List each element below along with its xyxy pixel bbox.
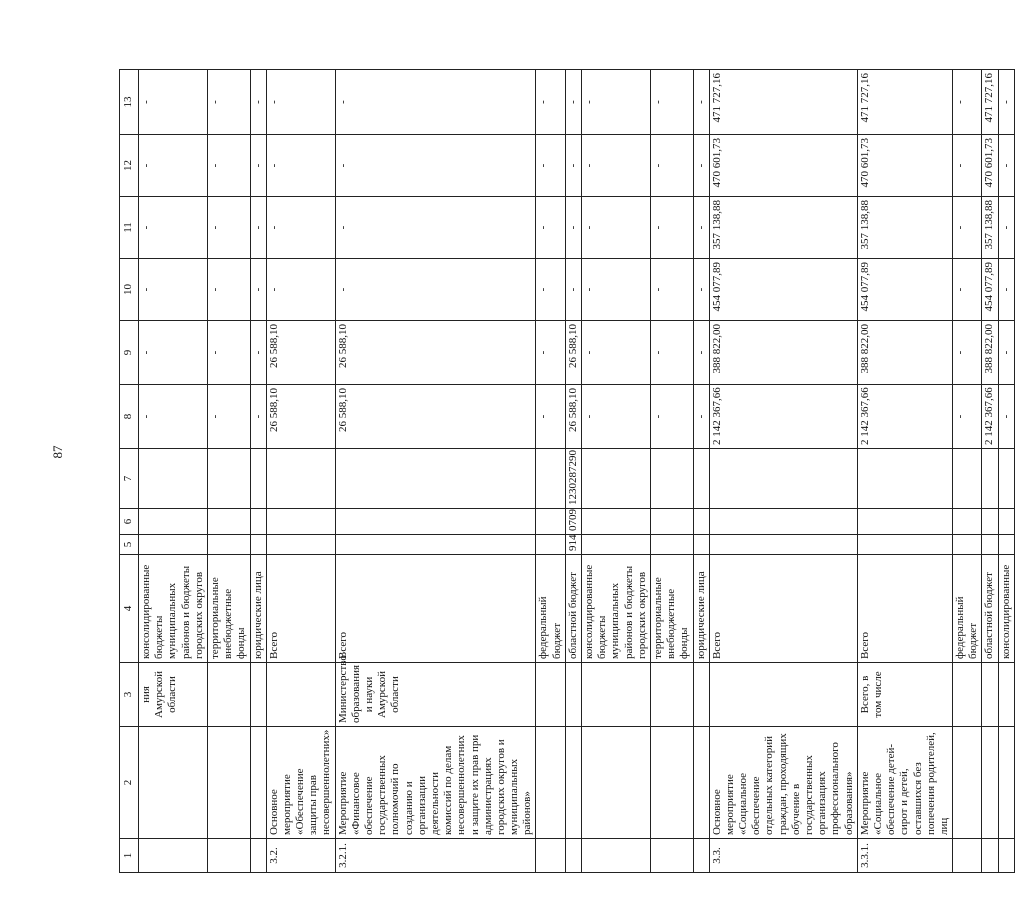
table-cell-c9: - bbox=[250, 321, 266, 385]
table-cell-c10: 454 077,89 bbox=[709, 259, 857, 321]
table-cell-c2: Основное мероприятие «Социальное обеспечение отдельных категорий граждан, проходящих обучение в государственных организациях профессионального образования» bbox=[709, 727, 857, 839]
table-cell-c3 bbox=[650, 663, 693, 727]
table-row bbox=[693, 70, 709, 873]
table-cell-c13: - bbox=[139, 70, 208, 135]
table-cell-c12: - bbox=[650, 135, 693, 197]
table-cell-c11: - bbox=[250, 197, 266, 259]
table-cell-c9: 26 588,10 bbox=[266, 321, 335, 385]
table-cell-c11: - bbox=[207, 197, 250, 259]
table-cell-c13: - bbox=[650, 70, 693, 135]
budget-table bbox=[119, 69, 1015, 873]
table-cell-c12: - bbox=[953, 135, 982, 197]
table-cell-c6 bbox=[250, 509, 266, 535]
table-cell-c2 bbox=[953, 727, 982, 839]
table-cell-c8: - bbox=[998, 385, 1014, 449]
table-cell-c5 bbox=[998, 535, 1014, 555]
table-cell-c7 bbox=[953, 449, 982, 509]
table-cell-c3 bbox=[953, 663, 982, 727]
table-cell-c1 bbox=[693, 839, 709, 873]
table-cell-c9: - bbox=[582, 321, 651, 385]
table-cell-c7 bbox=[857, 449, 952, 509]
table-cell-c12: - bbox=[139, 135, 208, 197]
table-cell-c5 bbox=[650, 535, 693, 555]
table-cell-c7 bbox=[266, 449, 335, 509]
table-cell-c5 bbox=[250, 535, 266, 555]
table-cell-c12: - bbox=[998, 135, 1014, 197]
table-cell-c2 bbox=[139, 727, 208, 839]
table-cell-c6 bbox=[693, 509, 709, 535]
table-row bbox=[582, 70, 651, 873]
table-cell-c5: 914 bbox=[565, 535, 581, 555]
table-cell-c8: 26 588,10 bbox=[266, 385, 335, 449]
table-cell-c6 bbox=[982, 509, 998, 535]
table-cell-c11: - bbox=[335, 197, 536, 259]
table-cell-c6 bbox=[335, 509, 536, 535]
table-row bbox=[982, 70, 998, 873]
table-cell-c12: - bbox=[250, 135, 266, 197]
table-cell-c11: - bbox=[139, 197, 208, 259]
table-cell-c5 bbox=[582, 535, 651, 555]
column-header: 12 bbox=[120, 135, 139, 197]
table-cell-c7 bbox=[582, 449, 651, 509]
table-cell-c9: 388 822,00 bbox=[857, 321, 952, 385]
table-cell-c13: 471 727,16 bbox=[857, 70, 952, 135]
table-cell-c13: - bbox=[250, 70, 266, 135]
table-cell-c12: - bbox=[582, 135, 651, 197]
page-number: 87 bbox=[50, 445, 65, 459]
table-cell-c2 bbox=[207, 727, 250, 839]
table-row bbox=[709, 70, 857, 873]
table-cell-c7 bbox=[982, 449, 998, 509]
column-header: 8 bbox=[120, 385, 139, 449]
column-header: 9 bbox=[120, 321, 139, 385]
table-cell-c13: - bbox=[207, 70, 250, 135]
table-cell-c3 bbox=[582, 663, 651, 727]
table-cell-c6: 0709 bbox=[565, 509, 581, 535]
table-cell-c4: областной бюджет bbox=[982, 555, 998, 663]
table-cell-c5 bbox=[266, 535, 335, 555]
table-row bbox=[139, 70, 208, 873]
table-cell-c13: - bbox=[335, 70, 536, 135]
table-cell-c7 bbox=[335, 449, 536, 509]
header-row bbox=[120, 70, 139, 873]
table-cell-c10: 454 077,89 bbox=[857, 259, 952, 321]
table-cell-c10: - bbox=[953, 259, 982, 321]
table-cell-c1: 3.2. bbox=[266, 839, 335, 873]
table-cell-c7 bbox=[650, 449, 693, 509]
table-cell-c13: - bbox=[582, 70, 651, 135]
table-row bbox=[953, 70, 982, 873]
table-cell-c8: - bbox=[536, 385, 565, 449]
table-cell-c5 bbox=[693, 535, 709, 555]
table-cell-c3: Всего, в том числе bbox=[857, 663, 952, 727]
table-cell-c10: - bbox=[998, 259, 1014, 321]
table-cell-c11: - bbox=[650, 197, 693, 259]
table-cell-c1 bbox=[139, 839, 208, 873]
table-cell-c4: Всего bbox=[857, 555, 952, 663]
table-cell-c12: - bbox=[335, 135, 536, 197]
table-cell-c6 bbox=[998, 509, 1014, 535]
table-cell-c1 bbox=[650, 839, 693, 873]
table-cell-c3 bbox=[709, 663, 857, 727]
table-cell-c7 bbox=[207, 449, 250, 509]
table-cell-c9: - bbox=[998, 321, 1014, 385]
table-cell-c7 bbox=[139, 449, 208, 509]
column-header: 7 bbox=[120, 449, 139, 509]
table-cell-c4: областной бюджет bbox=[565, 555, 581, 663]
table-cell-c4: Всего bbox=[335, 555, 536, 663]
table-row bbox=[266, 70, 335, 873]
table-cell-c4: юридические лица bbox=[250, 555, 266, 663]
table-cell-c8: 26 588,10 bbox=[565, 385, 581, 449]
table-cell-c8: 2 142 367,66 bbox=[857, 385, 952, 449]
table-cell-c8: 2 142 367,66 bbox=[709, 385, 857, 449]
table-cell-c2 bbox=[250, 727, 266, 839]
table-cell-c11: 357 138,88 bbox=[857, 197, 952, 259]
table-cell-c11: - bbox=[565, 197, 581, 259]
table-cell-c1 bbox=[536, 839, 565, 873]
table-cell-c9: 388 822,00 bbox=[982, 321, 998, 385]
table-cell-c5 bbox=[953, 535, 982, 555]
table-cell-c11: - bbox=[582, 197, 651, 259]
table-cell-c8: - bbox=[582, 385, 651, 449]
table-cell-c12: - bbox=[207, 135, 250, 197]
table-cell-c6 bbox=[709, 509, 857, 535]
table-cell-c9: - bbox=[139, 321, 208, 385]
table-cell-c8: - bbox=[953, 385, 982, 449]
table-cell-c3 bbox=[536, 663, 565, 727]
table-cell-c5 bbox=[207, 535, 250, 555]
table-cell-c2: Мероприятие «Финансовое обеспечение государственных полномочий по созданию и организации деятельности комиссий по делам несовершеннолетних и защите их прав при администрациях городских округов и муниципальных районов» bbox=[335, 727, 536, 839]
table-cell-c1 bbox=[982, 839, 998, 873]
table-cell-c10: - bbox=[582, 259, 651, 321]
table-cell-c2 bbox=[982, 727, 998, 839]
table-cell-c6 bbox=[582, 509, 651, 535]
table-cell-c13: 471 727,16 bbox=[709, 70, 857, 135]
table-cell-c12: - bbox=[565, 135, 581, 197]
table-cell-c13: - bbox=[536, 70, 565, 135]
table-cell-c13: - bbox=[565, 70, 581, 135]
table-cell-c3: Министерство образования и науки Амурской области bbox=[335, 663, 536, 727]
table-cell-c10: - bbox=[250, 259, 266, 321]
table-cell-c10: - bbox=[139, 259, 208, 321]
table-cell-c10: - bbox=[650, 259, 693, 321]
column-header: 11 bbox=[120, 197, 139, 259]
table-cell-c13: - bbox=[998, 70, 1014, 135]
table-cell-c10: - bbox=[266, 259, 335, 321]
table-cell-c1 bbox=[250, 839, 266, 873]
table-cell-c2: Мероприятие «Социальное обеспечение детей-сирот и детей, оставшихся без попечения родителей, лиц bbox=[857, 727, 952, 839]
table-cell-c6 bbox=[139, 509, 208, 535]
table-cell-c2: Основное мероприятие «Обеспечение защиты прав несовершеннолетних» bbox=[266, 727, 335, 839]
table-cell-c6 bbox=[953, 509, 982, 535]
table-cell-c2 bbox=[693, 727, 709, 839]
table-cell-c7 bbox=[693, 449, 709, 509]
column-header: 4 bbox=[120, 555, 139, 663]
table-cell-c3 bbox=[998, 663, 1014, 727]
table-cell-c10: - bbox=[693, 259, 709, 321]
column-header: 13 bbox=[120, 70, 139, 135]
table-cell-c9: 388 822,00 bbox=[709, 321, 857, 385]
table-row bbox=[650, 70, 693, 873]
table-cell-c5 bbox=[335, 535, 536, 555]
table-cell-c3 bbox=[207, 663, 250, 727]
table-cell-c3: ния Амурской области bbox=[139, 663, 208, 727]
table-cell-c4: Всего bbox=[266, 555, 335, 663]
table-cell-c11: 357 138,88 bbox=[982, 197, 998, 259]
table-cell-c12: - bbox=[536, 135, 565, 197]
table-cell-c9: - bbox=[953, 321, 982, 385]
table-cell-c1 bbox=[207, 839, 250, 873]
table-row bbox=[250, 70, 266, 873]
table-cell-c11: - bbox=[693, 197, 709, 259]
table-cell-c5 bbox=[139, 535, 208, 555]
table-cell-c9: - bbox=[650, 321, 693, 385]
table-cell-c5 bbox=[982, 535, 998, 555]
table-cell-c12: - bbox=[266, 135, 335, 197]
table-cell-c2 bbox=[650, 727, 693, 839]
table-cell-c5 bbox=[857, 535, 952, 555]
table-cell-c13: - bbox=[693, 70, 709, 135]
table-cell-c2 bbox=[998, 727, 1014, 839]
table-cell-c3 bbox=[250, 663, 266, 727]
table-cell-c9: - bbox=[693, 321, 709, 385]
table-cell-c6 bbox=[857, 509, 952, 535]
table-cell-c5 bbox=[536, 535, 565, 555]
table-body bbox=[139, 70, 1015, 873]
table-cell-c6 bbox=[650, 509, 693, 535]
table-cell-c4: консолидированные бюджеты муниципальных районов и бюджеты городских округов bbox=[582, 555, 651, 663]
column-header: 5 bbox=[120, 535, 139, 555]
table-cell-c8: - bbox=[650, 385, 693, 449]
table-cell-c7: 1230287290 bbox=[565, 449, 581, 509]
column-header: 10 bbox=[120, 259, 139, 321]
table-cell-c1 bbox=[582, 839, 651, 873]
table-cell-c9: 26 588,10 bbox=[565, 321, 581, 385]
table-cell-c4: Всего bbox=[709, 555, 857, 663]
table-cell-c8: 26 588,10 bbox=[335, 385, 536, 449]
table-cell-c10: - bbox=[207, 259, 250, 321]
table-cell-c8: 2 142 367,66 bbox=[982, 385, 998, 449]
table-cell-c6 bbox=[266, 509, 335, 535]
table-cell-c1: 3.3.1. bbox=[857, 839, 952, 873]
table-cell-c4: территориальные внебюджетные фонды bbox=[650, 555, 693, 663]
table-cell-c6 bbox=[207, 509, 250, 535]
table-cell-c13: - bbox=[953, 70, 982, 135]
table-cell-c9: - bbox=[536, 321, 565, 385]
column-header: 3 bbox=[120, 663, 139, 727]
table-cell-c1 bbox=[953, 839, 982, 873]
table-cell-c13: - bbox=[266, 70, 335, 135]
column-header: 6 bbox=[120, 509, 139, 535]
table-cell-c6 bbox=[536, 509, 565, 535]
table-cell-c1: 3.3. bbox=[709, 839, 857, 873]
table-cell-c8: - bbox=[250, 385, 266, 449]
table-cell-c7 bbox=[536, 449, 565, 509]
table-cell-c8: - bbox=[207, 385, 250, 449]
table-cell-c12: - bbox=[693, 135, 709, 197]
table-cell-c3 bbox=[565, 663, 581, 727]
table-cell-c11: 357 138,88 bbox=[709, 197, 857, 259]
table-cell-c12: 470 601,73 bbox=[857, 135, 952, 197]
table-cell-c7 bbox=[998, 449, 1014, 509]
table-cell-c10: - bbox=[565, 259, 581, 321]
table-cell-c3 bbox=[266, 663, 335, 727]
table-cell-c13: 471 727,16 bbox=[982, 70, 998, 135]
rotated-table-container bbox=[119, 70, 1012, 873]
table-cell-c2 bbox=[582, 727, 651, 839]
table-cell-c8: - bbox=[139, 385, 208, 449]
column-header: 2 bbox=[120, 727, 139, 839]
table-row bbox=[335, 70, 536, 873]
table-cell-c4: консолидированные bbox=[998, 555, 1014, 663]
table-cell-c12: 470 601,73 bbox=[982, 135, 998, 197]
table-cell-c11: - bbox=[953, 197, 982, 259]
table-cell-c4: юридические лица bbox=[693, 555, 709, 663]
table-cell-c9: 26 588,10 bbox=[335, 321, 536, 385]
table-row bbox=[536, 70, 565, 873]
table-cell-c9: - bbox=[207, 321, 250, 385]
table-cell-c4: территориальные внебюджетные фонды bbox=[207, 555, 250, 663]
table-cell-c5 bbox=[709, 535, 857, 555]
table-row bbox=[998, 70, 1014, 873]
table-cell-c4: федеральный бюджет bbox=[536, 555, 565, 663]
table-cell-c1 bbox=[565, 839, 581, 873]
table-row bbox=[207, 70, 250, 873]
table-cell-c11: - bbox=[536, 197, 565, 259]
table-cell-c7 bbox=[709, 449, 857, 509]
table-cell-c11: - bbox=[266, 197, 335, 259]
table-cell-c10: - bbox=[335, 259, 536, 321]
table-cell-c8: - bbox=[693, 385, 709, 449]
table-cell-c3 bbox=[693, 663, 709, 727]
table-cell-c7 bbox=[250, 449, 266, 509]
table-cell-c12: 470 601,73 bbox=[709, 135, 857, 197]
table-cell-c10: 454 077,89 bbox=[982, 259, 998, 321]
table-cell-c1 bbox=[998, 839, 1014, 873]
table-cell-c10: - bbox=[536, 259, 565, 321]
table-cell-c2 bbox=[565, 727, 581, 839]
table-cell-c1: 3.2.1. bbox=[335, 839, 536, 873]
table-cell-c4: федеральный бюджет bbox=[953, 555, 982, 663]
table-cell-c4: консолидированные бюджеты муниципальных районов и бюджеты городских округов bbox=[139, 555, 208, 663]
table-cell-c11: - bbox=[998, 197, 1014, 259]
table-row bbox=[857, 70, 952, 873]
table-cell-c2 bbox=[536, 727, 565, 839]
table-cell-c3 bbox=[982, 663, 998, 727]
column-header: 1 bbox=[120, 839, 139, 873]
table-row bbox=[565, 70, 581, 873]
